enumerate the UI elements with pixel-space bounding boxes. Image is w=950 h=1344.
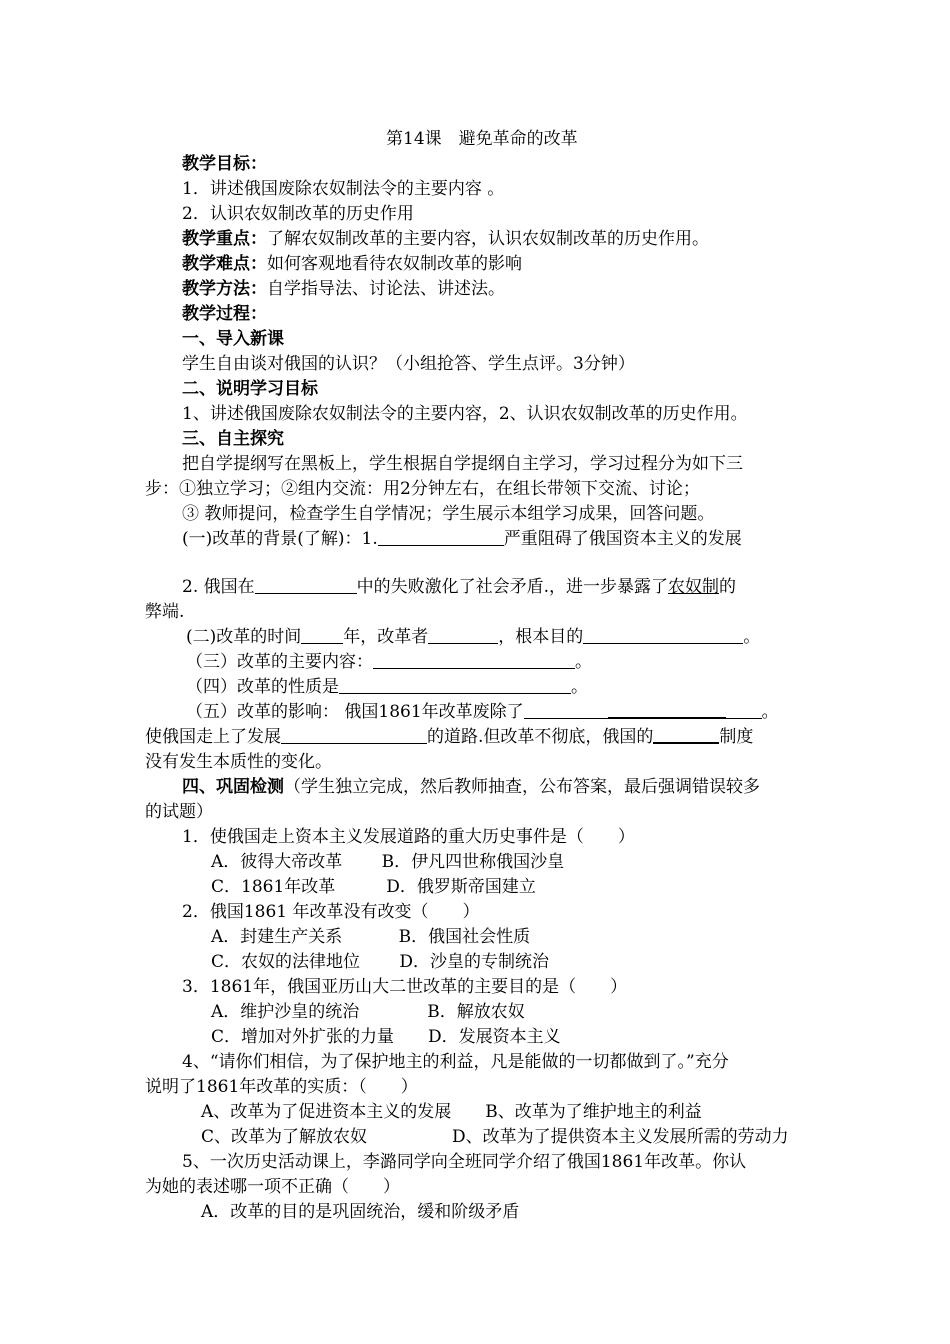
section4-note-continued: 的试题） <box>145 802 213 822</box>
method-text: 自学指导法、讨论法、讲述法。 <box>267 279 505 299</box>
answer-blank[interactable] <box>524 701 608 719</box>
objective-item-2: 2．认识农奴制改革的历史作用 <box>182 204 414 224</box>
fill-war-text-3: 的 <box>719 577 737 597</box>
fill-impact-line-2 <box>145 725 753 749</box>
fill-background-text: (一)改革的背景(了解)：1. <box>182 529 378 549</box>
question-2-options-row-1: A．封建生产关系 B．俄国社会性质 <box>211 927 531 947</box>
key-point-line <box>182 227 709 251</box>
fill-content <box>186 650 592 674</box>
answer-blank[interactable] <box>281 726 427 744</box>
fill-nature <box>186 675 588 699</box>
objective-item-1: 1．讲述俄国废除农奴制法令的主要内容 。 <box>182 179 505 199</box>
section1-text: 学生自由谈对俄国的认识？（小组抢答、学生点评。3分钟） <box>182 354 635 374</box>
fill-background <box>182 527 742 551</box>
fill-impact-text-2: 。 <box>761 702 779 722</box>
question-2-options-row-2: C．农奴的法律地位 D．沙皇的专制统治 <box>211 952 550 972</box>
question-3-options-row-2: C．增加对外扩张的力量 D．发展资本主义 <box>211 1027 561 1047</box>
question-1: 1．使俄国走上资本主义发展道路的重大历史事件是（ ） <box>182 827 635 847</box>
section3-para-1: 把自学提纲写在黑板上，学生根据自学提纲自主学习，学习过程分为如下三 <box>182 454 743 474</box>
question-5-line-2: 为她的表述哪一项不正确（ ） <box>145 1177 400 1197</box>
answer-blank[interactable] <box>301 626 343 644</box>
answer-blank[interactable] <box>378 528 504 546</box>
answer-blank[interactable] <box>373 651 575 669</box>
difficulty-label: 教学难点： <box>182 254 267 274</box>
answer-blank[interactable] <box>428 626 498 644</box>
fill-impact-text-4: 的道路.但改革不彻底，俄国的 <box>427 727 654 747</box>
question-4-options-row-2: C、改革为了解放农奴 D、改革为了提供资本主义发展所需的劳动力 <box>201 1127 789 1147</box>
question-5-line-1: 5、一次历史活动课上，李潞同学向全班同学介绍了俄国1861年改革。你认 <box>182 1152 747 1172</box>
section1-heading: 一、导入新课 <box>182 329 284 349</box>
fill-war-continued: 弊端. <box>145 602 185 622</box>
question-4-options-row-1: A、改革为了促进资本主义的发展 B、改革为了维护地主的利益 <box>201 1102 702 1122</box>
fill-war-text: 2. 俄国在 <box>182 577 255 597</box>
fill-time-text-3: ，根本目的 <box>498 627 584 647</box>
fill-war-text-2: 中的失败激化了社会矛盾.，进一步暴露了 <box>356 577 669 597</box>
fill-war <box>182 575 736 599</box>
difficulty-text: 如何客观地看待农奴制改革的影响 <box>267 254 522 274</box>
method-label: 教学方法： <box>182 279 267 299</box>
question-1-options-row-1: A．彼得大帝改革 B．伊凡四世称俄国沙皇 <box>211 852 565 872</box>
answer-blank[interactable] <box>255 576 357 594</box>
fill-nature-text: （四）改革的性质是 <box>186 677 339 697</box>
section3-heading: 三、自主探究 <box>182 429 284 449</box>
question-1-options-row-2: C．1861年改革 D．俄罗斯帝国建立 <box>211 877 536 897</box>
key-point-text: 了解农奴制改革的主要内容，认识农奴制改革的历史作用。 <box>267 229 709 249</box>
process-heading: 教学过程： <box>182 304 267 324</box>
section3-para-2: 步：①独立学习；②组内交流：用2分钟左右，在组长带领下交流、讨论； <box>145 479 700 499</box>
answer-blank[interactable] <box>608 700 726 719</box>
fill-nature-text-2: 。 <box>571 677 588 697</box>
section4-heading: 四、巩固检测 <box>182 777 284 797</box>
answer-blank[interactable] <box>583 626 743 644</box>
fill-time <box>186 625 760 649</box>
question-4-line-1: 4、“请你们相信，为了保护地主的利益，凡是能做的一切都做到了。”充分 <box>182 1052 729 1072</box>
key-point-label: 教学重点： <box>182 229 267 249</box>
fill-impact-line-3: 没有发生本质性的变化。 <box>145 752 332 772</box>
fill-impact-text-3: 使俄国走上了发展 <box>145 727 281 747</box>
section2-text: 1、讲述俄国废除农奴制法令的主要内容，2、认识农奴制改革的历史作用。 <box>182 404 748 424</box>
question-3-options-row-1: A．维护沙皇的统治 B．解放农奴 <box>211 1002 525 1022</box>
question-3: 3．1861年，俄国亚历山大二世改革的主要目的是（ ） <box>182 977 628 997</box>
answer-blank[interactable] <box>653 725 719 744</box>
method-line <box>182 277 505 301</box>
section4-line <box>182 775 760 799</box>
question-4-line-2: 说明了1861年改革的实质：（ ） <box>145 1077 418 1097</box>
fill-time-text: (二)改革的时间 <box>186 627 302 647</box>
section4-note: （学生独立完成，然后教师抽查，公布答案，最后强调错误较多 <box>284 777 760 797</box>
fill-background-text-2: 严重阻碍了俄国资本主义的发展 <box>503 529 742 549</box>
fill-impact <box>186 700 779 724</box>
fill-impact-text: （五）改革的影响： 俄国1861年改革废除了 <box>186 702 524 722</box>
fill-war-underlined: 农奴制 <box>668 577 720 597</box>
question-2: 2．俄国1861 年改革没有改变（ ） <box>182 902 480 922</box>
fill-impact-text-5: 制度 <box>719 727 754 747</box>
lesson-title: 第14课 避免革命的改革 <box>386 129 578 149</box>
fill-time-text-2: 年，改革者 <box>343 627 429 647</box>
objectives-heading: 教学目标： <box>182 154 267 174</box>
fill-content-text-2: 。 <box>575 652 592 672</box>
answer-blank[interactable] <box>339 676 571 694</box>
fill-time-text-4: 。 <box>743 627 761 647</box>
fill-content-text: （三）改革的主要内容： <box>186 652 373 672</box>
answer-blank[interactable] <box>726 701 762 719</box>
section2-heading: 二、说明学习目标 <box>182 379 318 399</box>
section3-para-3: ③ 教师提问，检查学生自学情况；学生展示本组学习成果，回答问题。 <box>182 504 715 524</box>
question-5-options-row-1: A．改革的目的是巩固统治，缓和阶级矛盾 <box>201 1202 520 1222</box>
difficulty-line <box>182 252 522 276</box>
